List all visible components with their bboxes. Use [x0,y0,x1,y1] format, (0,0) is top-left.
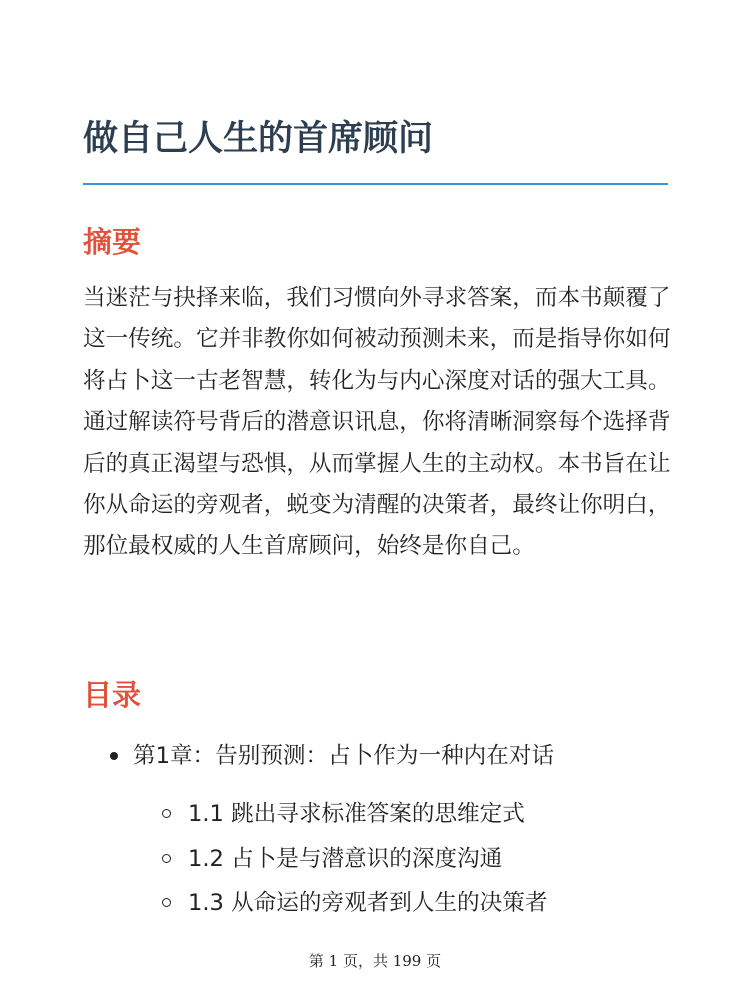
bullet-circle-icon [162,809,171,818]
toc-section-label: 1.1 跳出寻求标准答案的思维定式 [188,801,525,827]
toc-chapter-label: 第1章：告别预测：占卜作为一种内在对话 [133,743,555,769]
document-title: 做自己人生的首席顾问 [83,119,434,159]
abstract-paragraph: 当迷茫与抉择来临，我们习惯向外寻求答案，而本书颠覆了这一传统。它并非教你如何被动预测未来，而是指导你如何将占卜这一古老智慧，转化为与内心深度对话的强大工具。通过解读符号背后的潜意识讯息，你将清晰洞察每个选择背后的真正渴望与恐惧，从而掌握人生的主动权。本书旨在让你从命运的旁观者，蜕变为清醒的决策者，最终让你明白，那位最权威的人生首席顾问，始终是你自己。 [83,285,671,560]
bullet-disc-icon [110,752,118,760]
toc-chapter-item [113,736,554,776]
toc-section-item [160,839,502,879]
toc-section-label: 1.3 从命运的旁观者到人生的决策者 [188,890,548,916]
title-divider [83,183,668,185]
toc-heading: 目录 [83,678,142,712]
toc-section-label: 1.2 占卜是与潜意识的深度沟通 [188,846,503,872]
bullet-circle-icon [162,898,171,907]
page-number: 第 1 页，共 199 页 [308,952,442,970]
toc-section-item [160,883,547,923]
toc-section-item [160,794,525,834]
abstract-heading: 摘要 [83,225,142,259]
bullet-circle-icon [162,854,171,863]
